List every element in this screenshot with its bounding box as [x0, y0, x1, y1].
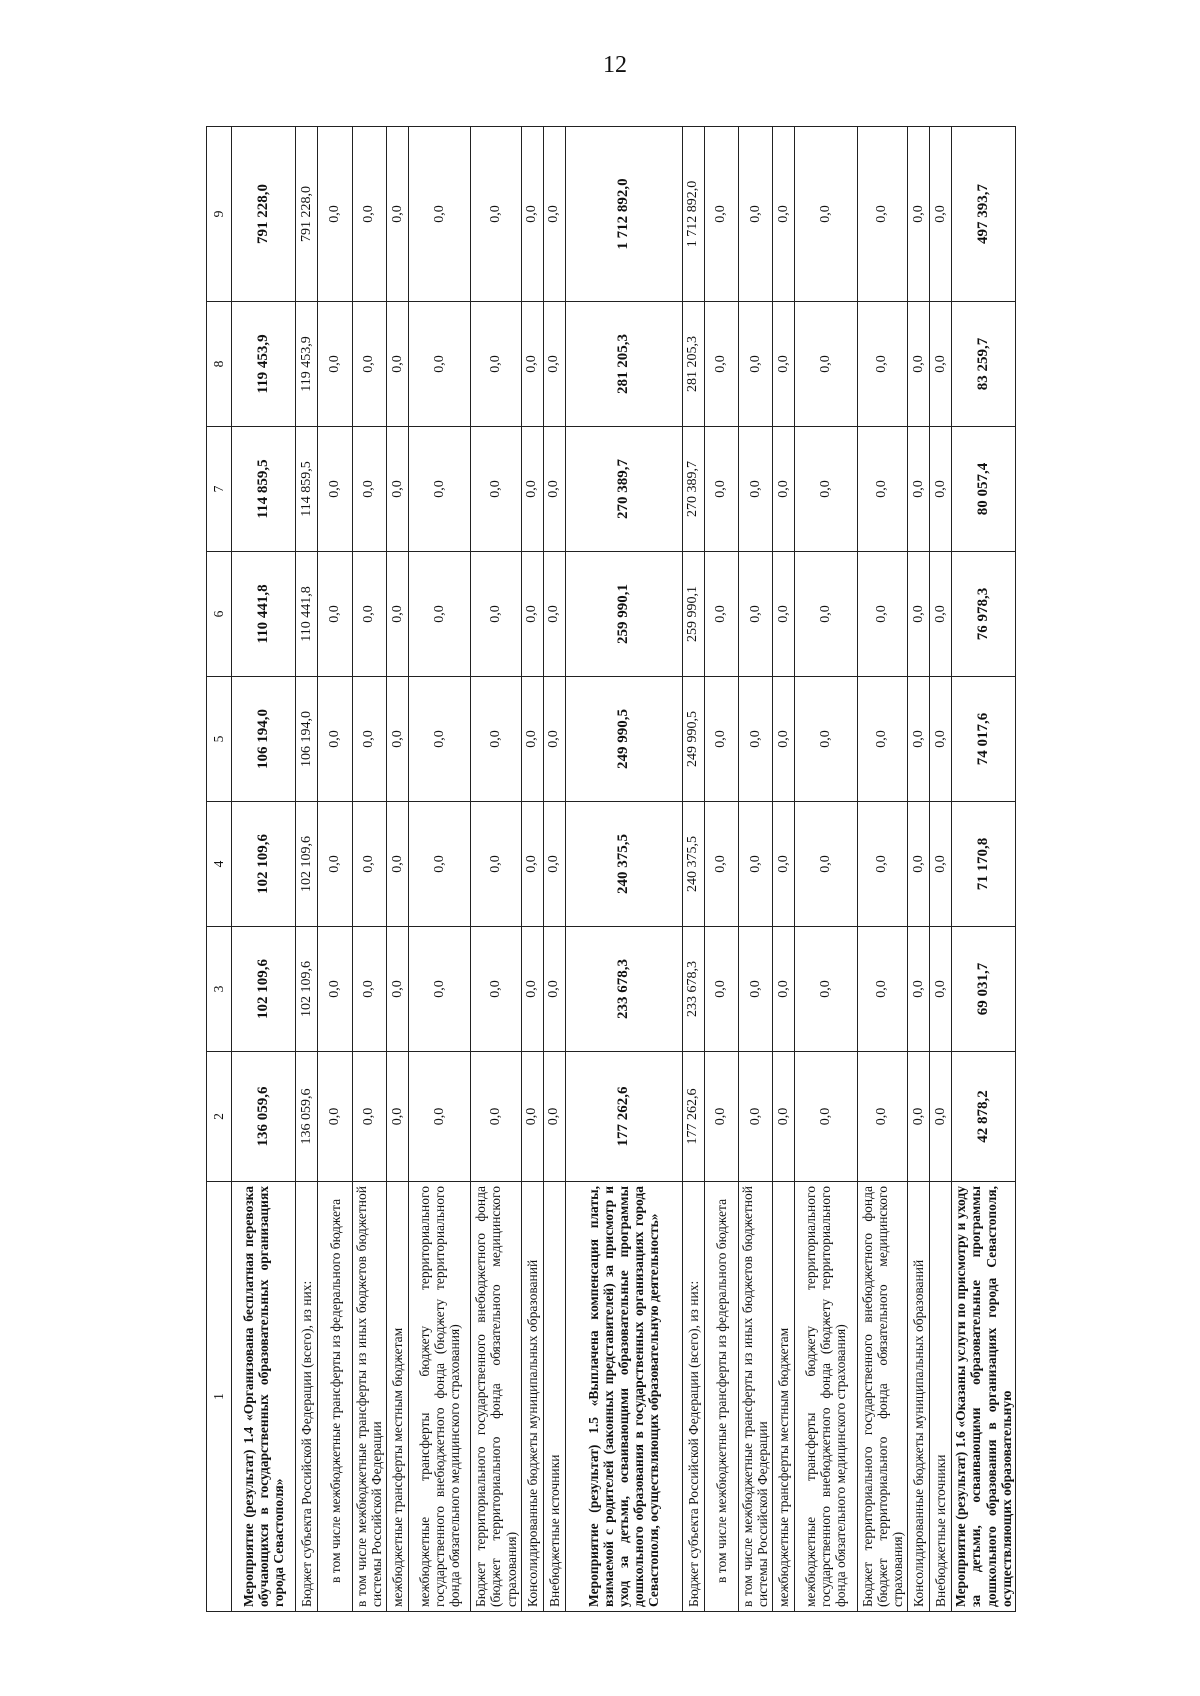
value-cell: 0,0 [543, 677, 565, 802]
value-cell: 1 712 892,0 [682, 127, 704, 302]
row-label: в том числе межбюджетные трансферты из иных бюджетов бюджетной системы Российской Федерации [352, 1182, 386, 1612]
value-cell: 0,0 [773, 802, 795, 927]
value-cell: 0,0 [408, 552, 470, 677]
value-cell: 270 389,7 [682, 427, 704, 552]
value-cell: 0,0 [773, 427, 795, 552]
value-cell: 0,0 [386, 802, 408, 927]
value-cell: 0,0 [352, 1052, 386, 1182]
value-cell: 0,0 [795, 802, 857, 927]
value-cell: 110 441,8 [296, 552, 318, 677]
value-cell: 119 453,9 [232, 302, 296, 427]
table-row [543, 127, 565, 1612]
value-cell: 0,0 [857, 927, 907, 1052]
value-cell: 0,0 [318, 677, 352, 802]
value-cell: 0,0 [704, 302, 738, 427]
value-cell: 0,0 [543, 927, 565, 1052]
row-label: межбюджетные трансферты бюджету территориального государственного внебюджетного фонда (бюджету территориального фонда обязательного медицинского страхования) [408, 1182, 470, 1612]
value-cell: 80 057,4 [952, 427, 1016, 552]
value-cell: 0,0 [318, 802, 352, 927]
value-cell: 0,0 [773, 927, 795, 1052]
table-row [773, 127, 795, 1612]
value-cell: 0,0 [521, 552, 543, 677]
value-cell: 0,0 [386, 552, 408, 677]
value-cell: 0,0 [408, 802, 470, 927]
table-row [704, 127, 738, 1612]
value-cell: 0,0 [521, 802, 543, 927]
value-cell: 0,0 [352, 927, 386, 1052]
value-cell: 497 393,7 [952, 127, 1016, 302]
value-cell: 0,0 [773, 302, 795, 427]
value-cell: 0,0 [857, 677, 907, 802]
value-cell: 0,0 [857, 127, 907, 302]
row-label: Мероприятие (результат) 1.4 «Организована бесплатная перевозка обучающихся в государственных образовательных организациях города Севастополя» [232, 1182, 296, 1612]
table-row [386, 127, 408, 1612]
table-row [682, 127, 704, 1612]
value-cell: 0,0 [471, 302, 521, 427]
value-cell: 0,0 [318, 127, 352, 302]
table-row [296, 127, 318, 1612]
value-cell: 106 194,0 [296, 677, 318, 802]
value-cell: 0,0 [929, 427, 951, 552]
value-cell: 0,0 [521, 427, 543, 552]
value-cell: 0,0 [907, 552, 929, 677]
value-cell: 0,0 [521, 1052, 543, 1182]
value-cell: 0,0 [795, 427, 857, 552]
table-row [565, 127, 682, 1612]
value-cell: 0,0 [857, 552, 907, 677]
table-row [318, 127, 352, 1612]
value-cell: 0,0 [929, 302, 951, 427]
value-cell: 0,0 [907, 802, 929, 927]
value-cell: 102 109,6 [296, 927, 318, 1052]
value-cell: 0,0 [543, 802, 565, 927]
value-cell: 259 990,1 [565, 552, 682, 677]
value-cell: 791 228,0 [296, 127, 318, 302]
row-label: Бюджет территориального государственного внебюджетного фонда (бюджет территориального фонда обязательного медицинского страхования) [857, 1182, 907, 1612]
value-cell: 0,0 [704, 927, 738, 1052]
value-cell: 0,0 [408, 927, 470, 1052]
value-cell: 0,0 [795, 677, 857, 802]
value-cell: 102 109,6 [296, 802, 318, 927]
value-cell: 281 205,3 [565, 302, 682, 427]
value-cell: 76 978,3 [952, 552, 1016, 677]
table-row [408, 127, 470, 1612]
value-cell: 0,0 [795, 302, 857, 427]
value-cell: 0,0 [471, 1052, 521, 1182]
value-cell: 0,0 [929, 802, 951, 927]
value-cell: 240 375,5 [682, 802, 704, 927]
value-cell: 0,0 [907, 1052, 929, 1182]
value-cell: 0,0 [738, 127, 772, 302]
value-cell: 0,0 [907, 427, 929, 552]
value-cell: 0,0 [929, 127, 951, 302]
row-label: Консолидированные бюджеты муниципальных образований [521, 1182, 543, 1612]
header-cell: 4 [207, 802, 232, 927]
value-cell: 0,0 [386, 677, 408, 802]
value-cell: 0,0 [857, 802, 907, 927]
value-cell: 0,0 [857, 302, 907, 427]
value-cell: 0,0 [386, 927, 408, 1052]
row-label: Мероприятие (результат) 1.6 «Оказаны услуги по присмотру и уходу за детьми, осваивающими образовательные программы дошкольного образования в организациях города Севастополя, осуществляющих образовательную [952, 1182, 1016, 1612]
value-cell: 0,0 [471, 127, 521, 302]
row-label: Бюджет субъекта Российской Федерации (всего), из них: [296, 1182, 318, 1612]
value-cell: 0,0 [521, 927, 543, 1052]
value-cell: 0,0 [471, 677, 521, 802]
value-cell: 0,0 [352, 802, 386, 927]
header-cell: 8 [207, 302, 232, 427]
table-body [232, 127, 1016, 1612]
row-label: Бюджет субъекта Российской Федерации (всего), из них: [682, 1182, 704, 1612]
value-cell: 0,0 [318, 1052, 352, 1182]
value-cell: 0,0 [857, 427, 907, 552]
value-cell: 0,0 [521, 302, 543, 427]
header-cell: 6 [207, 552, 232, 677]
value-cell: 0,0 [773, 127, 795, 302]
value-cell: 270 389,7 [565, 427, 682, 552]
value-cell: 42 878,2 [952, 1052, 1016, 1182]
value-cell: 0,0 [738, 552, 772, 677]
header-cell: 5 [207, 677, 232, 802]
value-cell: 0,0 [521, 127, 543, 302]
value-cell: 0,0 [318, 427, 352, 552]
value-cell: 0,0 [795, 927, 857, 1052]
value-cell: 0,0 [543, 302, 565, 427]
value-cell: 0,0 [386, 302, 408, 427]
value-cell: 0,0 [907, 127, 929, 302]
value-cell: 0,0 [704, 552, 738, 677]
value-cell: 136 059,6 [232, 1052, 296, 1182]
value-cell: 114 859,5 [232, 427, 296, 552]
value-cell: 102 109,6 [232, 927, 296, 1052]
row-label: межбюджетные трансферты местным бюджетам [386, 1182, 408, 1612]
value-cell: 0,0 [773, 1052, 795, 1182]
value-cell: 74 017,6 [952, 677, 1016, 802]
value-cell: 0,0 [471, 552, 521, 677]
value-cell: 110 441,8 [232, 552, 296, 677]
value-cell: 114 859,5 [296, 427, 318, 552]
value-cell: 0,0 [704, 1052, 738, 1182]
table-row [929, 127, 951, 1612]
value-cell: 281 205,3 [682, 302, 704, 427]
value-cell: 0,0 [773, 677, 795, 802]
value-cell: 0,0 [929, 1052, 951, 1182]
value-cell: 0,0 [929, 552, 951, 677]
table-row [952, 127, 1016, 1612]
value-cell: 0,0 [386, 127, 408, 302]
value-cell: 119 453,9 [296, 302, 318, 427]
value-cell: 1 712 892,0 [565, 127, 682, 302]
value-cell: 0,0 [907, 677, 929, 802]
table-row [352, 127, 386, 1612]
rotated-table-sheet [206, 127, 1016, 1612]
row-label: Внебюджетные источники [543, 1182, 565, 1612]
value-cell: 0,0 [738, 1052, 772, 1182]
table-row [795, 127, 857, 1612]
value-cell: 233 678,3 [682, 927, 704, 1052]
budget-table [206, 126, 1016, 1612]
value-cell: 177 262,6 [682, 1052, 704, 1182]
value-cell: 0,0 [318, 927, 352, 1052]
value-cell: 0,0 [907, 302, 929, 427]
value-cell: 102 109,6 [232, 802, 296, 927]
table-row [907, 127, 929, 1612]
value-cell: 0,0 [471, 927, 521, 1052]
row-label: в том числе межбюджетные трансферты из федерального бюджета [318, 1182, 352, 1612]
value-cell: 0,0 [352, 302, 386, 427]
value-cell: 0,0 [704, 127, 738, 302]
value-cell: 0,0 [471, 427, 521, 552]
value-cell: 0,0 [907, 927, 929, 1052]
value-cell: 0,0 [795, 127, 857, 302]
value-cell: 0,0 [795, 1052, 857, 1182]
value-cell: 0,0 [773, 552, 795, 677]
value-cell: 259 990,1 [682, 552, 704, 677]
value-cell: 0,0 [408, 302, 470, 427]
value-cell: 0,0 [704, 802, 738, 927]
value-cell: 0,0 [857, 1052, 907, 1182]
value-cell: 0,0 [408, 427, 470, 552]
header-cell: 7 [207, 427, 232, 552]
value-cell: 233 678,3 [565, 927, 682, 1052]
value-cell: 0,0 [738, 302, 772, 427]
value-cell: 0,0 [738, 427, 772, 552]
value-cell: 136 059,6 [296, 1052, 318, 1182]
value-cell: 0,0 [543, 127, 565, 302]
value-cell: 0,0 [704, 427, 738, 552]
value-cell: 106 194,0 [232, 677, 296, 802]
row-label: в том числе межбюджетные трансферты из иных бюджетов бюджетной системы Российской Федерации [738, 1182, 772, 1612]
header-row [207, 127, 232, 1612]
row-label: Консолидированные бюджеты муниципальных образований [907, 1182, 929, 1612]
table-row [857, 127, 907, 1612]
value-cell: 0,0 [471, 802, 521, 927]
row-label: в том числе межбюджетные трансферты из федерального бюджета [704, 1182, 738, 1612]
value-cell: 0,0 [543, 1052, 565, 1182]
value-cell: 240 375,5 [565, 802, 682, 927]
header-cell: 2 [207, 1052, 232, 1182]
value-cell: 0,0 [738, 802, 772, 927]
value-cell: 0,0 [408, 127, 470, 302]
value-cell: 0,0 [738, 927, 772, 1052]
value-cell: 249 990,5 [565, 677, 682, 802]
row-label: Бюджет территориального государственного внебюджетного фонда (бюджет территориального фонда обязательного медицинского страхования) [471, 1182, 521, 1612]
value-cell: 0,0 [738, 677, 772, 802]
value-cell: 0,0 [352, 427, 386, 552]
value-cell: 0,0 [408, 1052, 470, 1182]
table-row [738, 127, 772, 1612]
header-cell: 9 [207, 127, 232, 302]
value-cell: 0,0 [521, 677, 543, 802]
value-cell: 249 990,5 [682, 677, 704, 802]
header-cell: 1 [207, 1182, 232, 1612]
value-cell: 0,0 [929, 677, 951, 802]
value-cell: 0,0 [386, 427, 408, 552]
value-cell: 177 262,6 [565, 1052, 682, 1182]
table-row [232, 127, 296, 1612]
value-cell: 0,0 [318, 552, 352, 677]
value-cell: 0,0 [704, 677, 738, 802]
row-label: Мероприятие (результат) 1.5 «Выплачена компенсация платы, взимаемой с родителей (законных представителей) за присмотр и уход за детьми, осваивающими образовательные программы дошкольного образования в государственных организациях города Севастополя, осуществляющих образовательную деятельность» [565, 1182, 682, 1612]
table-row [471, 127, 521, 1612]
value-cell: 0,0 [543, 552, 565, 677]
header-cell: 3 [207, 927, 232, 1052]
value-cell: 0,0 [352, 677, 386, 802]
value-cell: 0,0 [795, 552, 857, 677]
value-cell: 791 228,0 [232, 127, 296, 302]
page-number: 12 [603, 52, 627, 78]
row-label: межбюджетные трансферты бюджету территориального государственного внебюджетного фонда (бюджету территориального фонда обязательного медицинского страхования) [795, 1182, 857, 1612]
row-label: межбюджетные трансферты местным бюджетам [773, 1182, 795, 1612]
value-cell: 0,0 [352, 552, 386, 677]
value-cell: 69 031,7 [952, 927, 1016, 1052]
row-label: Внебюджетные источники [929, 1182, 951, 1612]
value-cell: 0,0 [543, 427, 565, 552]
value-cell: 83 259,7 [952, 302, 1016, 427]
value-cell: 0,0 [929, 927, 951, 1052]
value-cell: 0,0 [318, 302, 352, 427]
value-cell: 0,0 [386, 1052, 408, 1182]
value-cell: 0,0 [352, 127, 386, 302]
table-row [521, 127, 543, 1612]
value-cell: 0,0 [408, 677, 470, 802]
value-cell: 71 170,8 [952, 802, 1016, 927]
